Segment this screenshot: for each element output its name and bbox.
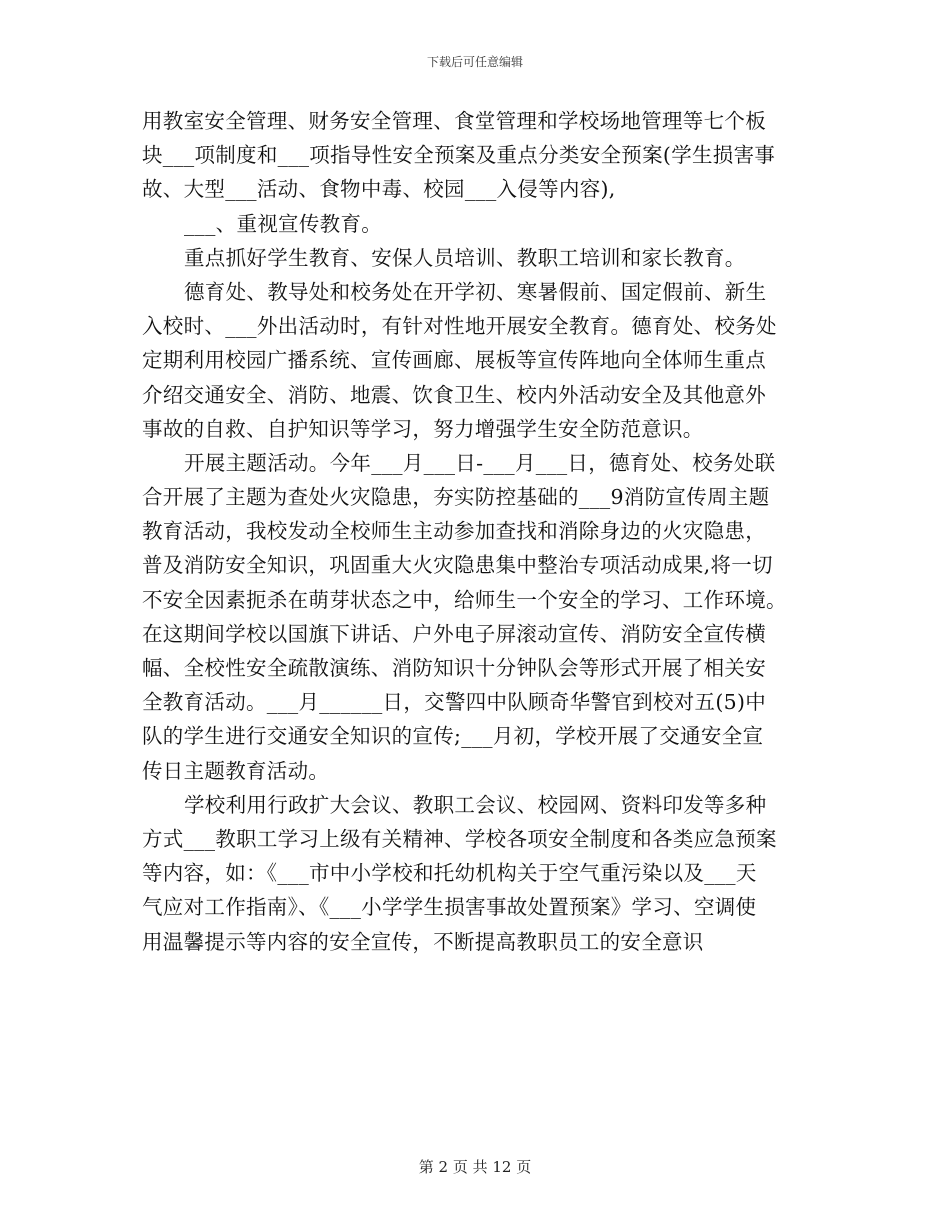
text-line: 气应对工作指南》、《___小学学生损害事故处置预案》学习、空调使 (142, 895, 757, 920)
text-line: 幅、全校性安全疏散演练、消防知识十分钟队会等形式开展了相关安 (142, 656, 766, 680)
text-line: 事故的自救、自护知识等学习，努力增强学生安全防范意识。 (142, 416, 704, 441)
text-line: 用教室安全管理、财务安全管理、食堂管理和学校场地管理等七个板 (142, 109, 766, 133)
text-line: 等内容，如：《___市中小学校和托幼机构关于空气重污染以及___天 (142, 861, 757, 886)
text-line: 教育活动，我校发动全校师生主动参加查找和消除身边的火灾隐患， (142, 519, 766, 544)
text-line: 队的学生进行交通安全知识的宣传;___月初，学校开展了交通安全宣 (142, 724, 764, 749)
text-line: 德育处、教导处和校务处在开学初、寒暑假前、国定假前、新生 (184, 279, 767, 304)
text-line: 全教育活动。___月______日，交警四中队顾奇华警官到校对五(5)中 (142, 690, 767, 715)
text-line-heading: ___、重视宣传教育。 (184, 211, 383, 236)
text-line: 介绍交通安全、消防、地震、饮食卫生、校内外活动安全及其他意外 (142, 382, 766, 407)
text-line: 开展主题活动。今年___月___日-___月___日，德育处、校务处联 (184, 450, 776, 475)
text-line: 块___项制度和___项指导性安全预案及重点分类安全预案(学生损害事 (142, 143, 776, 168)
text-line: 不安全因素扼杀在萌芽状态之中，给师生一个安全的学习、工作环境。 (142, 587, 787, 612)
text-line: 学校利用行政扩大会议、教职工会议、校园网、资料印发等多种 (184, 792, 767, 817)
text-line: 在这期间学校以国旗下讲话、户外电子屏滚动宣传、消防安全宣传横 (142, 621, 766, 646)
text-line: 方式___教职工学习上级有关精神、学校各项安全制度和各类应急预案 (142, 826, 777, 851)
text-line: 合开展了主题为查处火灾隐患，夯实防控基础的___9消防宣传周主题 (142, 485, 770, 510)
page-header-note: 下载后可任意编辑 (426, 55, 523, 69)
text-line: 入校时、___外出活动时，有针对性地开展安全教育。德育处、校务处 (142, 314, 777, 339)
text-line: 传日主题教育活动。 (142, 758, 330, 783)
text-line: 普及消防安全知识，巩固重大火灾隐患集中整治专项活动成果,将一切 (142, 553, 773, 578)
text-line: 用温馨提示等内容的安全宣传，不断提高教职员工的安全意识 (142, 929, 704, 954)
text-line: 故、大型___活动、食物中毒、校园___入侵等内容), (142, 177, 616, 202)
document-body (142, 104, 806, 959)
text-line: 重点抓好学生教育、安保人员培训、教职工培训和家长教育。 (184, 245, 746, 270)
text-line: 定期利用校园广播系统、宣传画廊、展板等宣传阵地向全体师生重点 (142, 348, 766, 373)
page-number-footer: 第 2 页 共 12 页 (418, 1158, 532, 1176)
